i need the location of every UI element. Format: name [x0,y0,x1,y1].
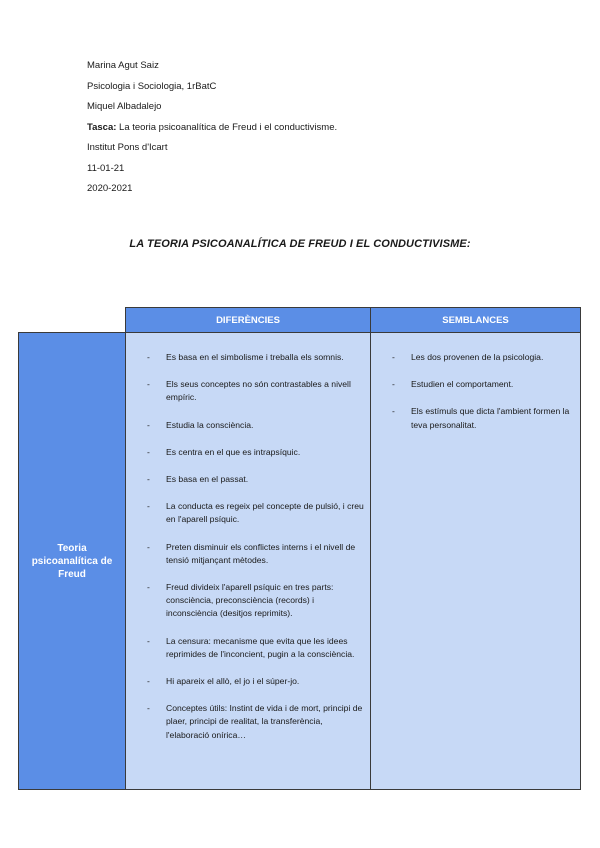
task-line [87,118,337,139]
header-similarities: SEMBLANCES [370,307,581,333]
differences-list [126,333,370,742]
similarities-cell [370,332,581,790]
list-item: - Es centra en el que es intrapsíquic. [126,446,364,459]
list-item: - Es basa en el passat. [126,473,364,486]
row-label: Teoria psicoanalítica de Freud [18,332,126,790]
list-item: - Preten disminuir els conflictes interns i el nivell de tensió mitjançant mètodes. [126,541,364,567]
school-year: 2020-2021 [87,183,133,194]
list-item: - Es basa en el simbolisme i treballa els somnis. [126,351,364,364]
header-differences: DIFERÈNCIES [125,307,371,333]
list-item: - Estudien el comportament. [371,378,574,391]
similarities-list [371,333,580,432]
list-item: - La conducta es regeix pel concepte de pulsió, i creu en l'aparell psíquic. [126,500,364,526]
task-value: La teoria psicoanalítica de Freud i el conductivisme. [119,121,338,133]
school-name: Institut Pons d'Icart [87,142,168,153]
list-item: - Freud divideix l'aparell psíquic en tres parts: consciència, preconsciència (records) i inconsciència (desitjos reprimits). [126,581,364,621]
differences-cell [125,332,371,790]
document-title: LA TEORIA PSICOANALÍTICA DE FREUD I EL CONDUCTIVISME: [129,238,471,250]
list-item: - Els seus conceptes no són contrastables a nivell empíric. [126,378,364,404]
list-item: - Hi apareix el allò, el jo i el súper-jo. [126,675,364,688]
list-item: - Les dos provenen de la psicologia. [371,351,574,364]
document-header [87,56,337,200]
list-item: - Conceptes útils: Instint de vida i de mort, principi de plaer, principi de realitat, la transferència, l'elaboració onírica… [126,702,364,742]
teacher-name: Miquel Albadalejo [87,101,162,112]
course-name: Psicologia i Sociologia, 1rBatC [87,80,217,92]
list-item: - Estudia la consciència. [126,419,364,432]
list-item: - La censura: mecanisme que evita que les idees reprimides de l'inconcient, pugin a la consciència. [126,635,364,661]
author-name: Marina Agut Saiz [87,60,159,71]
date: 11-01-21 [87,162,125,174]
task-label: Tasca: [87,121,117,133]
list-item: - Els estímuls que dicta l'ambient formen la teva personalitat. [371,405,574,431]
